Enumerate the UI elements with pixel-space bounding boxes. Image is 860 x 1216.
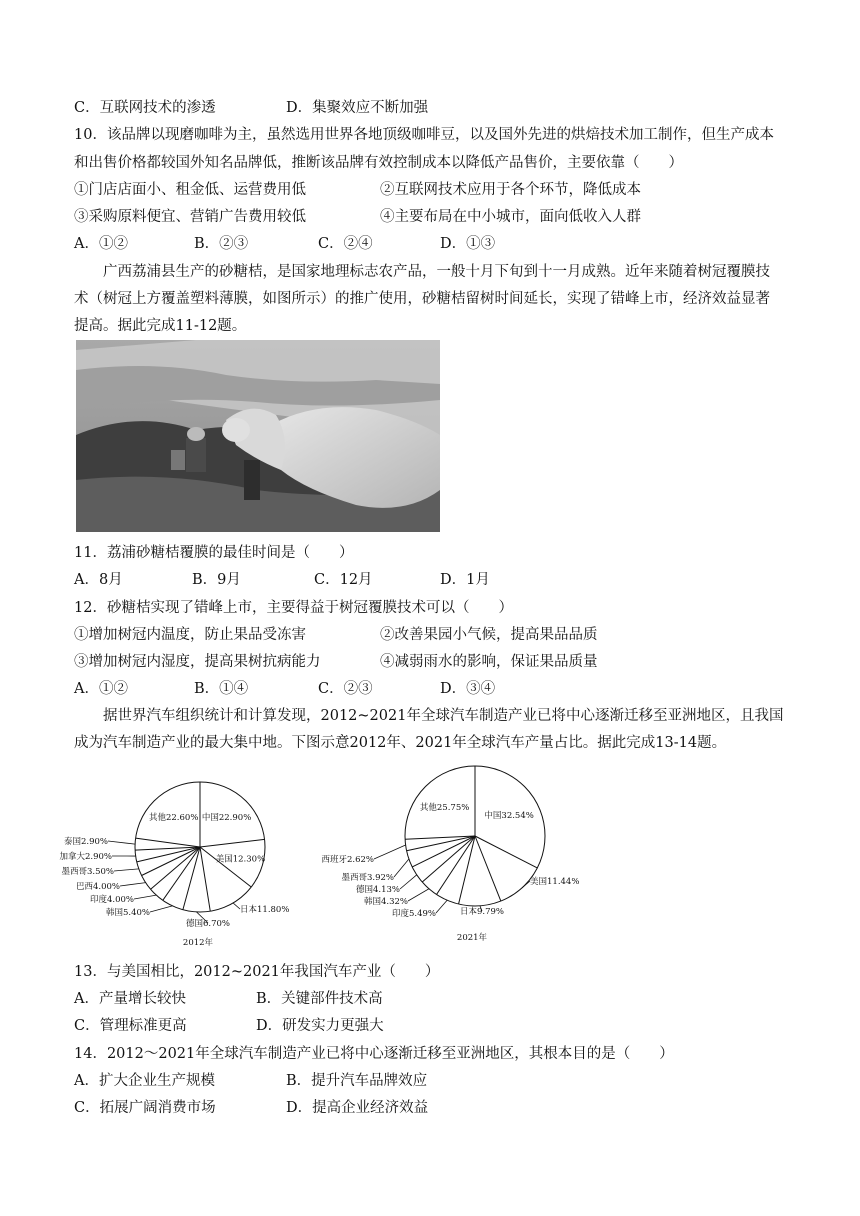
q10-item-2: ②互联网技术应用于各个环节，降低成本 [380, 182, 641, 198]
slice-label-德国: 德国6.70% [185, 919, 231, 929]
q13-stem: 13．与美国相比，2012~2021年我国汽车产业（ ） [74, 964, 440, 980]
material2-line2: 术（树冠上方覆盖塑料薄膜，如图所示）的推广使用，砂糖桔留树时间延长，实现了错峰上市，经济效益显著 [74, 291, 770, 307]
slice-label-巴西: 巴西4.00% [75, 882, 120, 892]
leader-line-巴西 [120, 883, 146, 886]
orchard-photo-drawing [76, 340, 440, 532]
q12-option-a: A．①② [74, 681, 128, 697]
material3-line2: 成为汽车制造产业的最大集中地。下图示意2012年、2021年全球汽车产量占比。据此完成13-14题。 [74, 735, 727, 751]
q13-option-b: B．关键部件技术高 [256, 991, 383, 1007]
q10-stem-line2: 和出售价格都较国外知名品牌低，推断该品牌有效控制成本以降低产品售价，主要依靠（ ） [74, 155, 683, 171]
pie-title: 2012年 [182, 938, 214, 948]
leader-line-印度 [134, 895, 156, 899]
q12-option-b: B．①④ [194, 681, 249, 697]
pie-title: 2021年 [456, 933, 488, 943]
slice-label-韩国: 韩国5.40% [105, 908, 150, 918]
slice-label-美国: 美国11.44% [530, 877, 580, 887]
slice-label-墨西哥: 墨西哥3.50% [61, 867, 114, 877]
q14-stem: 14．2012～2021年全球汽车制造产业已将中心逐渐迁移至亚洲地区，其根本目的是（ ） [74, 1046, 674, 1062]
q9-option-d: D．集聚效应不断加强 [286, 100, 429, 116]
slice-label-中国: 中国32.54% [484, 811, 534, 822]
q10-item-4: ④主要布局在中小城市，面向低收入人群 [380, 209, 641, 225]
q14-option-d: D．提高企业经济效益 [286, 1100, 429, 1116]
slice-label-加拿大: 加拿大2.90% [59, 852, 112, 862]
q11-stem: 11．荔浦砂糖桔覆膜的最佳时间是（ ） [74, 545, 354, 561]
q13-option-c: C．管理标准更高 [74, 1018, 187, 1034]
q12-item-4: ④减弱雨水的影响，保证果品质量 [380, 654, 598, 670]
material2-line3: 提高。据此完成11-12题。 [74, 318, 247, 334]
orchard-film-photo [76, 340, 440, 532]
leader-line-印度 [436, 900, 447, 913]
q10-option-c: C．②④ [318, 236, 373, 252]
q10-option-d: D．①③ [440, 236, 496, 252]
leader-line-韩国 [150, 906, 172, 912]
q10-option-b: B．②③ [194, 236, 249, 252]
leader-line-泰国 [108, 841, 135, 844]
slice-label-墨西哥: 墨西哥3.92% [341, 873, 394, 883]
slice-label-韩国: 韩国4.32% [363, 897, 408, 907]
slice-label-西班牙: 西班牙2.62% [321, 855, 374, 865]
material2-line1: 广西荔浦县生产的砂糖桔，是国家地理标志农产品，一般十月下旬到十一月成熟。近年来随着树冠覆膜技 [103, 264, 770, 280]
q12-stem: 12．砂糖桔实现了错峰上市，主要得益于树冠覆膜技术可以（ ） [74, 600, 513, 616]
slice-label-印度: 印度4.00% [89, 895, 134, 905]
slice-label-其他: 其他22.60% [148, 812, 199, 823]
slice-label-印度: 印度5.49% [391, 909, 436, 919]
q11-option-c: C．12月 [314, 572, 373, 588]
q12-item-2: ②改善果园小气候，提高果品品质 [380, 627, 598, 643]
q14-option-c: C．拓展广阔消费市场 [74, 1100, 216, 1116]
q14-option-a: A．扩大企业生产规模 [74, 1073, 215, 1089]
slice-label-日本: 日本9.79% [459, 907, 505, 917]
leader-line-日本 [233, 903, 240, 909]
slice-label-德国: 德国4.13% [355, 885, 400, 895]
slice-label-中国: 中国22.90% [201, 813, 252, 824]
pie-chart-2021 [321, 758, 580, 948]
slice-label-日本: 日本11.80% [240, 905, 290, 915]
material3-line1: 据世界汽车组织统计和计算发现，2012~2021年全球汽车制造产业已将中心逐渐迁移至亚洲地区，且我国 [103, 708, 784, 724]
slice-label-美国: 美国12.30% [215, 854, 266, 865]
q12-option-c: C．②③ [318, 681, 373, 697]
q12-item-1: ①增加树冠内温度，防止果品受冻害 [74, 627, 306, 643]
q10-item-1: ①门店店面小、租金低、运营费用低 [74, 182, 306, 198]
q11-option-a: A．8月 [74, 572, 123, 588]
q13-option-a: A．产量增长较快 [74, 991, 186, 1007]
leader-line-西班牙 [374, 845, 406, 859]
slice-label-泰国: 泰国2.90% [63, 837, 108, 847]
q11-option-d: D．1月 [440, 572, 490, 588]
q10-item-3: ③采购原料便宜、营销广告费用较低 [74, 209, 306, 225]
slice-label-其他: 其他25.75% [419, 803, 470, 814]
q12-item-3: ③增加树冠内湿度，提高果树抗病能力 [74, 654, 321, 670]
q10-stem-line1: 10．该品牌以现磨咖啡为主，虽然选用世界各地顶级咖啡豆，以及国外先进的烘焙技术加工制作，但生产成本 [74, 127, 774, 143]
q12-option-d: D．③④ [440, 681, 496, 697]
leader-line-墨西哥 [394, 859, 409, 877]
pie-chart-2012 [59, 762, 310, 952]
q10-option-a: A．①② [74, 236, 128, 252]
q13-option-d: D．研发实力更强大 [256, 1018, 384, 1034]
q14-option-b: B．提升汽车品牌效应 [286, 1073, 428, 1089]
leader-line-墨西哥 [114, 869, 139, 871]
leader-line-韩国 [408, 889, 429, 901]
leader-line-德国 [400, 875, 417, 889]
q9-option-c: C．互联网技术的渗透 [74, 100, 216, 116]
q11-option-b: B．9月 [192, 572, 241, 588]
